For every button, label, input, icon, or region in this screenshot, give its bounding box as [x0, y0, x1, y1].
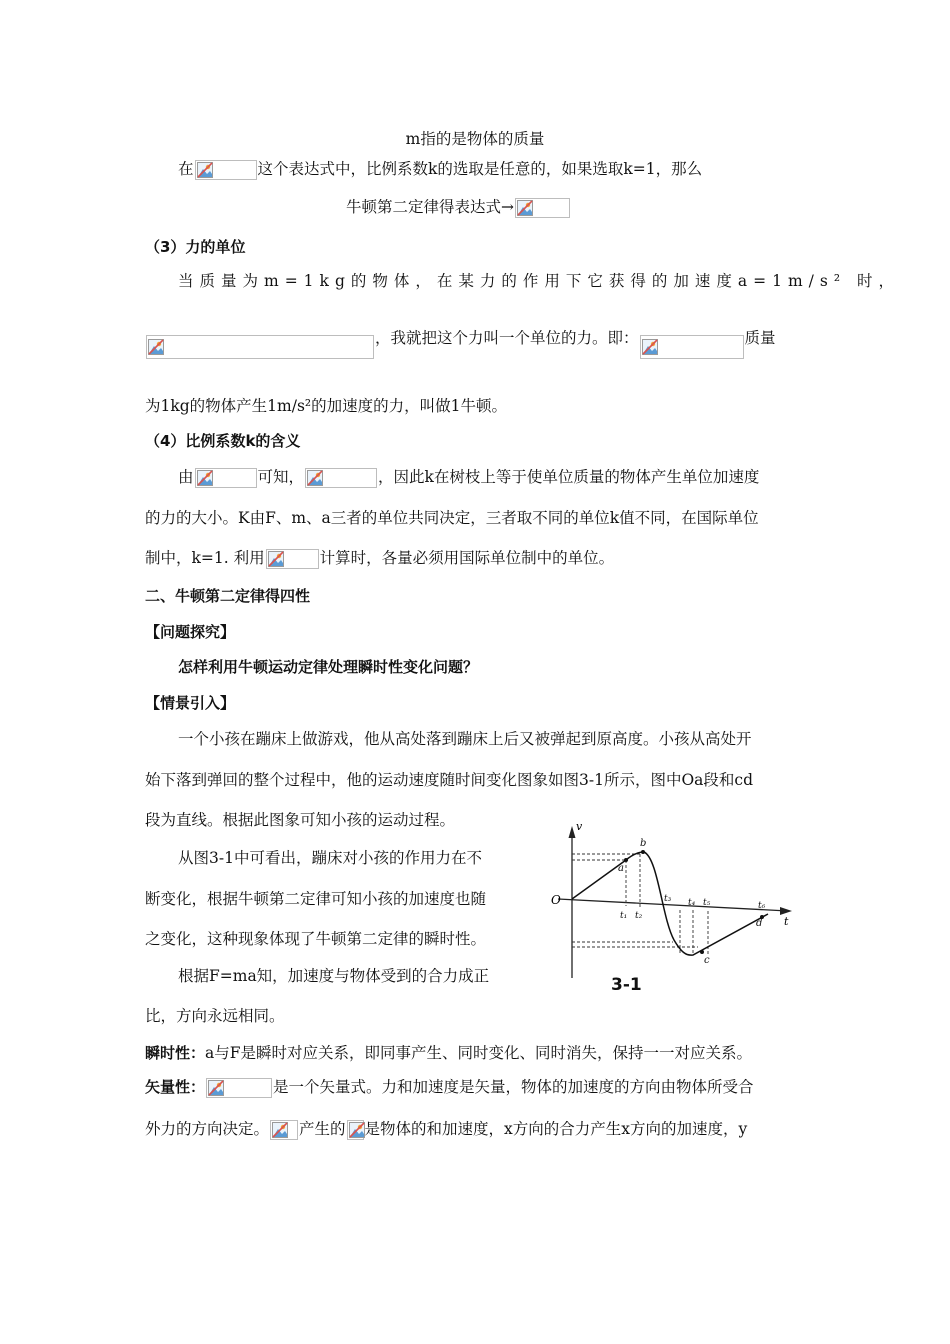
broken-image-icon	[347, 1120, 364, 1140]
broken-image-icon	[206, 1078, 272, 1098]
text-line: 由 可知， ，因此k在树枝上等于使单位质量的物体产生单位加速度	[178, 468, 760, 486]
broken-image-icon	[195, 468, 257, 488]
text-line: 矢量性： 是一个矢量式。力和加速度是矢量，物体的加速度的方向由物体所受合	[145, 1078, 754, 1096]
tick-t3: t₃	[664, 894, 672, 904]
origin-label: O	[551, 893, 561, 907]
section-heading: （4）比例系数k的含义	[145, 432, 301, 450]
question-heading: 怎样利用牛顿运动定律处理瞬时性变化问题？	[178, 658, 479, 676]
section-heading: 二、牛顿第二定律得四性	[145, 587, 311, 605]
broken-image-icon	[266, 549, 319, 569]
label-d: d	[756, 918, 763, 929]
label-a: a	[618, 863, 624, 874]
broken-image-icon	[195, 160, 257, 180]
tick-t4: t₄	[688, 898, 696, 908]
text-line: 制中，k=1. 利用 计算时，各量必须用国际单位制中的单位。	[145, 549, 615, 567]
text-line: 根据F=ma知，加速度与物体受到的合力成正	[178, 967, 490, 985]
text-line: 牛顿第二定律得表达式→	[346, 196, 571, 218]
text-line: 为1kg的物体产生1m/s²的加速度的力，叫做1牛顿。	[145, 397, 507, 415]
figure-caption: 3-1	[611, 975, 642, 995]
broken-image-icon	[640, 335, 744, 359]
label-b: b	[640, 838, 647, 849]
text-line: 的力的大小。K由F、m、a三者的单位共同决定，三者取不同的单位k值不同，在国际单位	[145, 509, 759, 527]
text-line: 始下落到弹回的整个过程中，他的运动速度随时间变化图象如图3-1所示，图中Oa段和cd	[145, 771, 754, 789]
text-line: m指的是物体的质量	[405, 130, 545, 148]
t-axis-arrow	[780, 907, 792, 915]
text-line: 断变化，根据牛顿第二定律可知小孩的加速度也随	[145, 890, 487, 908]
text-line: 比，方向永远相同。	[145, 1007, 285, 1025]
point-b	[641, 850, 645, 854]
t-axis	[558, 899, 788, 911]
broken-image-icon	[305, 468, 377, 488]
text-line: 之变化，这种现象体现了牛顿第二定律的瞬时性。	[145, 930, 487, 948]
broken-image-icon	[270, 1120, 298, 1140]
text-line: 瞬时性：a与F是瞬时对应关系，即同事产生、同时变化、同时消失，保持一一对应关系。	[145, 1044, 753, 1062]
text-line: 一个小孩在蹦床上做游戏，他从高处落到蹦床上后又被弹起到原高度。小孩从高处开	[178, 730, 752, 748]
text-line: ，我就把这个力叫一个单位的力。即： 质量	[145, 327, 776, 359]
broken-image-icon	[146, 335, 374, 359]
point-c	[700, 950, 704, 954]
broken-image-icon	[515, 198, 570, 218]
text-line: 当质量为m=1kg的物体，在某力的作用下它获得的加速度a=1m/s² 时，	[178, 272, 900, 290]
t-axis-label: t	[784, 915, 789, 928]
text-line: 外力的方向决定。 产生的 是物体的和加速度，x方向的合力产生x方向的加速度，y	[145, 1120, 748, 1138]
section-heading: 【情景引入】	[145, 694, 236, 712]
label-c: c	[704, 955, 710, 966]
tick-t6: t₆	[758, 901, 766, 911]
section-heading: （3）力的单位	[145, 238, 246, 256]
v-axis-label: v	[576, 820, 583, 833]
v-axis-arrow	[569, 826, 576, 838]
tick-t1: t₁	[620, 911, 628, 921]
section-heading: 【问题探究】	[145, 623, 236, 641]
text-line: 段为直线。根据此图象可知小孩的运动过程。	[145, 811, 456, 829]
velocity-time-figure	[540, 818, 800, 1000]
tick-t2: t₂	[635, 911, 643, 921]
text-line: 在 这个表达式中，比例系数k的选取是任意的，如果选取k=1，那么	[178, 160, 703, 178]
tick-t5: t₅	[703, 898, 711, 908]
text-line: 从图3-1中可看出，蹦床对小孩的作用力在不	[178, 849, 482, 867]
point-a	[624, 858, 628, 862]
